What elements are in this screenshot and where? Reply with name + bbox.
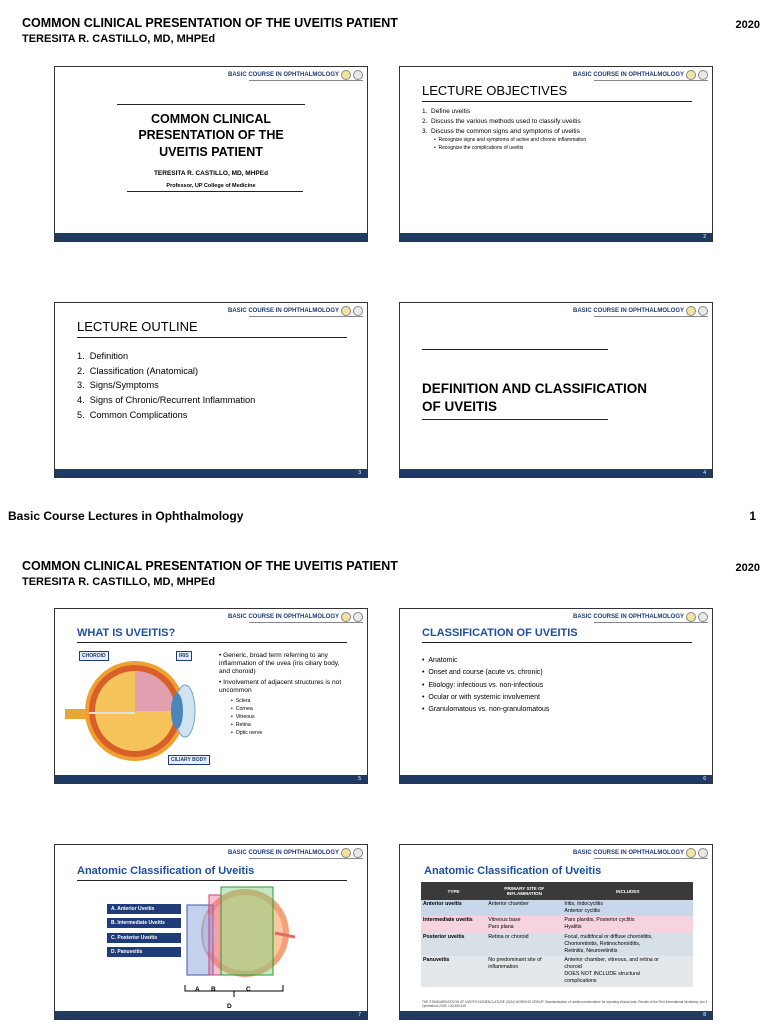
slide-5-bullets: • Generic, broad term referring to any inflammation of the uvea (iris ciliary body, and choroid) • Involvement of adjacent structures is not uncommon • Sclera • Cornea • Vitreous • Retina • Optic nerve: [219, 652, 342, 736]
iris-label: IRIS: [176, 651, 192, 661]
slide-2: BASIC COURSE IN OPHTHALMOLOGY LECTURE OBJECTIVES 1. Define uveitis 2. Discuss the various methods used to classify uveitis 3. Discuss the common signs and symptoms of uveitis • Recognize signs and symptoms of active and chronic inflammation • Recognize the complications of uveitis 2: [399, 66, 713, 242]
seal-icon: [341, 848, 351, 858]
seal-icon: [341, 306, 351, 316]
eye-anatomy-illustration: [65, 651, 215, 769]
page-header-year: 2020: [735, 19, 760, 31]
slide-2-title: LECTURE OBJECTIVES: [422, 83, 568, 98]
seal-icon: [353, 306, 363, 316]
table-row: Anterior uveitis Anterior chamber Iritis, Iridocyclitis Anterior cyclitis: [421, 900, 693, 916]
page-number: 1: [749, 509, 756, 523]
slide-4: BASIC COURSE IN OPHTHALMOLOGY DEFINITION AND CLASSIFICATION OF UVEITIS 4: [399, 302, 713, 478]
page-header-title: COMMON CLINICAL PRESENTATION OF THE UVEITIS PATIENT: [22, 16, 398, 30]
page-header-title: COMMON CLINICAL PRESENTATION OF THE UVEITIS PATIENT: [22, 559, 398, 573]
table-header-row: TYPE PRIMARY SITE OF INFLAMMATION INCLUDES: [421, 882, 693, 900]
seal-icon: [686, 70, 696, 80]
slide-4-title: DEFINITION AND CLASSIFICATION OF UVEITIS: [422, 381, 647, 414]
table-row: Intermediate uveitis Vitreous base Pars plana Pars planitis, Posterior cyclitis Hyalitis: [421, 916, 693, 932]
slide-1-title: COMMON CLINICAL PRESENTATION OF THE UVEITIS PATIENT: [138, 112, 284, 159]
brand-logo: BASIC COURSE IN OPHTHALMOLOGY: [228, 306, 363, 316]
letter-a: A: [195, 986, 200, 993]
brand-logo: BASIC COURSE IN OPHTHALMOLOGY: [573, 70, 708, 80]
brand-logo: BASIC COURSE IN OPHTHALMOLOGY: [228, 612, 363, 622]
panuveitis-label: D. Panuveitis: [107, 947, 181, 957]
slide-6-title: CLASSIFICATION OF UVEITIS: [422, 627, 578, 639]
choroid-label: CHOROID: [79, 651, 109, 661]
table-row: Panuveitis No predominant site of inflammation Anterior chamber, vitreous, and retina or choroid DOES NOT INCLUDE structural complications: [421, 956, 693, 987]
letter-c: C: [246, 986, 251, 993]
intermediate-uveitis-label: B. Intermediate Uveitis: [107, 918, 181, 928]
letter-b: B: [211, 986, 216, 993]
seal-icon: [353, 848, 363, 858]
seal-icon: [686, 306, 696, 316]
ciliary-body-label: CILIARY BODY: [168, 755, 210, 765]
outline-list: 1. Definition 2. Classification (Anatomical) 3. Signs/Symptoms 4. Signs of Chronic/Recurrent Inflammation 5. Common Complications: [77, 351, 256, 420]
slide-7-title: Anatomic Classification of Uveitis: [77, 865, 255, 877]
brand-logo: BASIC COURSE IN OPHTHALMOLOGY: [228, 848, 363, 858]
seal-icon: [341, 612, 351, 622]
slide-1-affiliation: Professor, UP College of Medicine: [166, 183, 256, 189]
eye-cross-section-diagram: [183, 885, 295, 985]
seal-icon: [698, 612, 708, 622]
posterior-uveitis-label: C. Posterior Uveitis: [107, 933, 181, 943]
slide-7: BASIC COURSE IN OPHTHALMOLOGY Anatomic Classification of Uveitis A. Anterior Uveitis B. Intermediate Uveitis C. Posterior Uveitis D. Panuveitis A B C D 7: [54, 844, 368, 1020]
brand-logo: BASIC COURSE IN OPHTHALMOLOGY: [573, 306, 708, 316]
seal-icon: [698, 848, 708, 858]
slide-8-title: Anatomic Classification of Uveitis: [424, 865, 602, 877]
seal-icon: [341, 70, 351, 80]
anterior-uveitis-label: A. Anterior Uveitis: [107, 904, 181, 914]
slide-5-title: WHAT IS UVEITIS?: [77, 627, 176, 639]
brand-logo: BASIC COURSE IN OPHTHALMOLOGY: [228, 70, 363, 80]
objectives-list: 1. Define uveitis 2. Discuss the various methods used to classify uveitis 3. Discuss the common signs and symptoms of uveitis • Recognize signs and symptoms of active and chronic inflammation • Recognize the complications of uveitis: [422, 108, 587, 151]
table-source-citation: THE STANDARDIZATION OF UVEITIS NOMENCLATURE (SUN) WORKING GROUP. Standardization of uveitis nomenclature for reporting clinical data. Results of the First International Workshop. Am J Ophthalmol 2005; 140:509-516: [422, 1000, 708, 1009]
seal-icon: [686, 612, 696, 622]
page-footer-text: Basic Course Lectures in Ophthalmology: [8, 509, 244, 523]
slide-5: BASIC COURSE IN OPHTHALMOLOGY WHAT IS UVEITIS? CHOROID IRIS CILIARY BODY • Generic, broad term referring to any inflammation of the uvea (iris ciliary body, and choroid) • Involvement of adjacent structures is not uncommon • Sclera • Cornea • Vitreous • Retina • Optic nerve 5: [54, 608, 368, 784]
slide-1: [54, 66, 368, 242]
seal-icon: [686, 848, 696, 858]
table-row: Posterior uveitis Retina or choroid Focal, multifocal or diffuse choroiditis, Chorioretinitis, Retinochoroiditis, Retinitis, Neuroretinitis: [421, 933, 693, 956]
brand-logo: BASIC COURSE IN OPHTHALMOLOGY: [573, 848, 708, 858]
seal-icon: [353, 70, 363, 80]
page-header-author: TERESITA R. CASTILLO, MD, MHPEd: [22, 576, 216, 588]
slide-3-title: LECTURE OUTLINE: [77, 319, 198, 334]
slide-1-author: TERESITA R. CASTILLO, MD, MHPEd: [153, 170, 269, 177]
page-header-author: TERESITA R. CASTILLO, MD, MHPEd: [22, 33, 216, 45]
letter-d: D: [227, 1003, 232, 1010]
seal-icon: [698, 306, 708, 316]
page-header-year: 2020: [735, 562, 760, 574]
slide-6-bullets: • Anatomic • Onset and course (acute vs. chronic) • Etiology: infectious vs. non-infectious • Ocular or with systemic involvement • Granulomatous vs. non-granulomatous: [422, 657, 550, 713]
slide-6: BASIC COURSE IN OPHTHALMOLOGY CLASSIFICATION OF UVEITIS • Anatomic • Onset and course (acute vs. chronic) • Etiology: infectious vs. non-infectious • Ocular or with systemic involvement • Granulomatous vs. non-granulomatous 6: [399, 608, 713, 784]
seal-icon: [353, 612, 363, 622]
brand-logo: BASIC COURSE IN OPHTHALMOLOGY: [573, 612, 708, 622]
slide-8: BASIC COURSE IN OPHTHALMOLOGY Anatomic Classification of Uveitis TYPE PRIMARY SITE OF INFLAMMATION INCLUDES Anterior uveitis Anterior chamber Iritis, Iridocyclitis Anterior cyclitis Intermediate uveitis Vitreous base Pars plana Pars planitis, Posterior cyclitis Hyalitis Posterior uveitis Retina or choroid Focal, multifocal or diffuse choroiditis, Chorioretinitis, Retinochoroiditis, Retinitis, Neuroretinitis Panuveitis No predominant site of inflammation Anterior chamber, vitreous, and retina or choroid DOES NOT INCLUDE structural complications THE STANDARDIZATION OF UVEITIS NOMENCLATURE (SUN) WORKING GROUP. Standardization of uveitis nomenclature for reporting clinical data. Results of the First International Workshop. Am J Ophthalmol 2005; 140:509-516 8: [399, 844, 713, 1020]
seal-icon: [698, 70, 708, 80]
classification-table: [421, 882, 693, 987]
slide-3: BASIC COURSE IN OPHTHALMOLOGY LECTURE OUTLINE 1. Definition 2. Classification (Anatomical) 3. Signs/Symptoms 4. Signs of Chronic/Recurrent Inflammation 5. Common Complications 3: [54, 302, 368, 478]
